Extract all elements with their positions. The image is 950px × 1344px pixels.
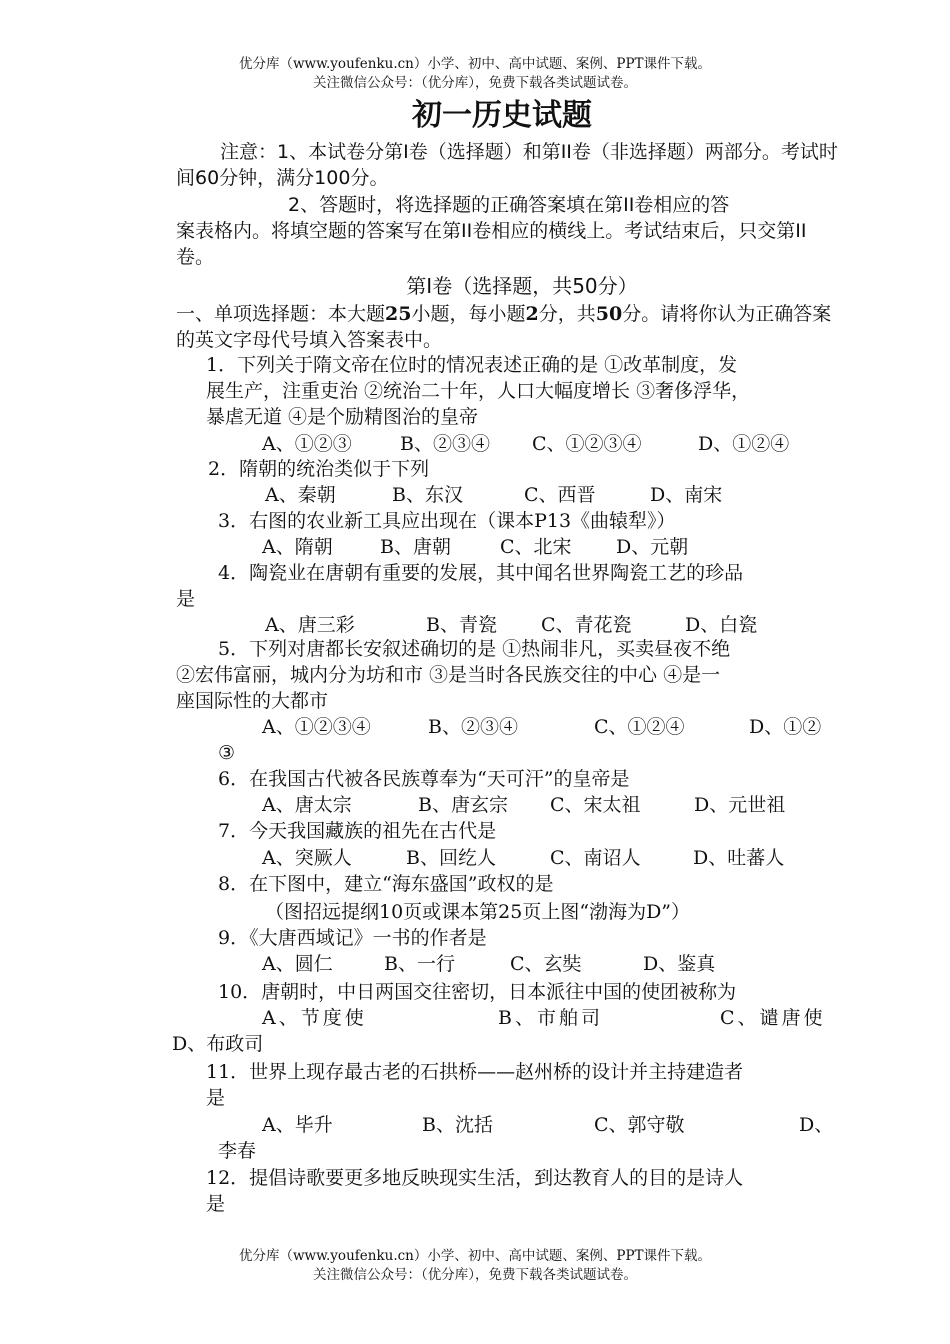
option-b: B、唐玄宗 (418, 794, 508, 816)
question-4-options (265, 612, 757, 638)
option-b: B、东汉 (392, 484, 463, 506)
question-1-line-1: 1．下列关于隋文帝在位时的情况表述正确的是 ①改革制度，发 (206, 354, 738, 376)
question-2-stem: 2．隋朝的统治类似于下列 (208, 458, 430, 480)
question-6-options (262, 792, 785, 818)
option-c: C、西晋 (524, 484, 596, 506)
option-a: A、隋朝 (262, 536, 333, 558)
option-b: B、市舶司 (498, 1007, 603, 1029)
option-a: A、秦朝 (265, 484, 336, 506)
section-title: 第I卷（选择题，共50分） (406, 274, 638, 298)
question-5-line-1: 5．下列对唐都长安叙述确切的是 ①热闹非凡，买卖昼夜不绝 (218, 638, 731, 660)
option-d: D、①②④ (698, 433, 790, 455)
option-b: B、回纥人 (406, 847, 496, 869)
question-8-note: （图招远提纲10页或课本第25页上图“渤海为D”） (265, 901, 691, 923)
question-9-options (262, 951, 715, 977)
notice-paragraph-2 (176, 192, 841, 270)
question-10-options (262, 1005, 826, 1031)
option-c: C、南诏人 (550, 847, 641, 869)
option-c: C、谴唐使 (720, 1007, 826, 1029)
option-d: D、南宋 (650, 484, 723, 506)
option-a: A、唐太宗 (262, 794, 352, 816)
question-4-line-1: 4．陶瓷业在唐朝有重要的发展，其中闻名世界陶瓷工艺的珍品 (218, 562, 744, 584)
question-5-option-d-wrap: ③ (218, 742, 236, 764)
option-a: A、①②③④ (262, 716, 371, 738)
question-6-stem: 6．在我国古代被各民族尊奉为“天可汗”的皇帝是 (218, 768, 630, 790)
question-12-line-2: 是 (206, 1193, 226, 1215)
question-2-options (265, 482, 722, 508)
option-b: B、一行 (384, 953, 455, 975)
option-d: D、元朝 (616, 536, 689, 558)
question-5-options (262, 714, 821, 740)
header-line-2: 关注微信公众号：（优分库），免费下载各类试题试卷。 (313, 75, 637, 91)
option-a: A、毕升 (262, 1114, 333, 1136)
option-c: C、青花瓷 (541, 614, 632, 636)
page-title: 初一历史试题 (412, 98, 592, 133)
question-10-stem: 10．唐朝时，中日两国交往密切，日本派往中国的使团被称为 (218, 981, 737, 1003)
option-c: C、北宋 (500, 536, 572, 558)
question-5-line-2: ②宏伟富丽，城内分为坊和市 ③是当时各民族交往的中心 ④是一 (176, 664, 721, 686)
question-1-line-2: 展生产，注重吏治 ②统治二十年，人口大幅度增长 ③奢侈浮华， (206, 380, 751, 402)
option-d: D、 (799, 1114, 834, 1136)
question-11-option-d-wrap: 李春 (218, 1140, 257, 1162)
option-c: C、玄奘 (510, 953, 582, 975)
option-b: B、沈括 (422, 1114, 493, 1136)
option-d: D、吐蕃人 (693, 847, 785, 869)
footer-line-1: 优分库（www.youfenku.cn）小学、初中、高中试题、案例、PPT课件下载。 (238, 1248, 712, 1264)
option-d: D、①② (749, 716, 822, 738)
question-3-stem: 3．右图的农业新工具应出现在（课本P13《曲辕犁》） (218, 510, 676, 532)
question-11-line-1: 11．世界上现存最古老的石拱桥——赵州桥的设计并主持建造者 (206, 1061, 744, 1083)
question-7-options (262, 845, 784, 871)
instructions: 一、单项选择题：本大题25小题，每小题2分，共50分。请将你认为正确答案的英文字母代号填入答案表中。 (176, 303, 832, 351)
option-d: D、元世祖 (694, 794, 786, 816)
option-c: C、①②④ (594, 716, 685, 738)
option-c: C、宋太祖 (550, 794, 641, 816)
question-1-options (262, 431, 789, 457)
question-9-stem: 9．《大唐西域记》一书的作者是 (218, 927, 487, 949)
option-a: A、①②③ (262, 433, 352, 455)
question-3-options (262, 534, 688, 560)
option-a: A、节度使 (262, 1007, 367, 1029)
option-d: D、鉴真 (643, 953, 716, 975)
question-8-stem: 8．在下图中，建立“海东盛国”政权的是 (218, 873, 554, 895)
notice-paragraph-1: 注意：1、本试卷分第I卷（选择题）和第II卷（非选择题）两部分。考试时间60分钟，满分100分。 (176, 141, 838, 189)
question-1-line-3: 暴虐无道 ④是个励精图治的皇帝 (206, 406, 479, 428)
footer-line-2: 关注微信公众号：（优分库），免费下载各类试题试卷。 (313, 1267, 637, 1283)
option-b: B、②③④ (400, 433, 490, 455)
question-11-options (262, 1112, 833, 1138)
option-c: C、郭守敬 (594, 1114, 685, 1136)
question-11-line-2: 是 (206, 1087, 226, 1109)
option-d: D、白瓷 (685, 614, 758, 636)
question-5-line-3: 座国际性的大都市 (176, 690, 329, 712)
option-b: B、②③④ (428, 716, 518, 738)
option-a: A、圆仁 (262, 953, 333, 975)
option-a: A、突厥人 (262, 847, 352, 869)
question-7-stem: 7．今天我国藏族的祖先在古代是 (218, 820, 497, 842)
question-4-line-2: 是 (176, 588, 196, 610)
option-b: B、青瓷 (426, 614, 497, 636)
question-12-line-1: 12．提倡诗歌要更多地反映现实生活，到达教育人的目的是诗人 (206, 1167, 744, 1189)
notice-paragraph-2-rest: 案表格内。将填空题的答案写在第II卷相应的横线上。考试结束后，只交第II卷。 (176, 220, 807, 268)
notice-paragraph-2-first-line: 2、答题时，将选择题的正确答案填在第II卷相应的答 (288, 194, 730, 216)
header-line-1: 优分库（www.youfenku.cn）小学、初中、高中试题、案例、PPT课件下载。 (238, 56, 712, 72)
option-c: C、①②③④ (532, 433, 642, 455)
option-b: B、唐朝 (380, 536, 451, 558)
option-a: A、唐三彩 (265, 614, 355, 636)
question-10-option-d: D、布政司 (172, 1033, 264, 1055)
